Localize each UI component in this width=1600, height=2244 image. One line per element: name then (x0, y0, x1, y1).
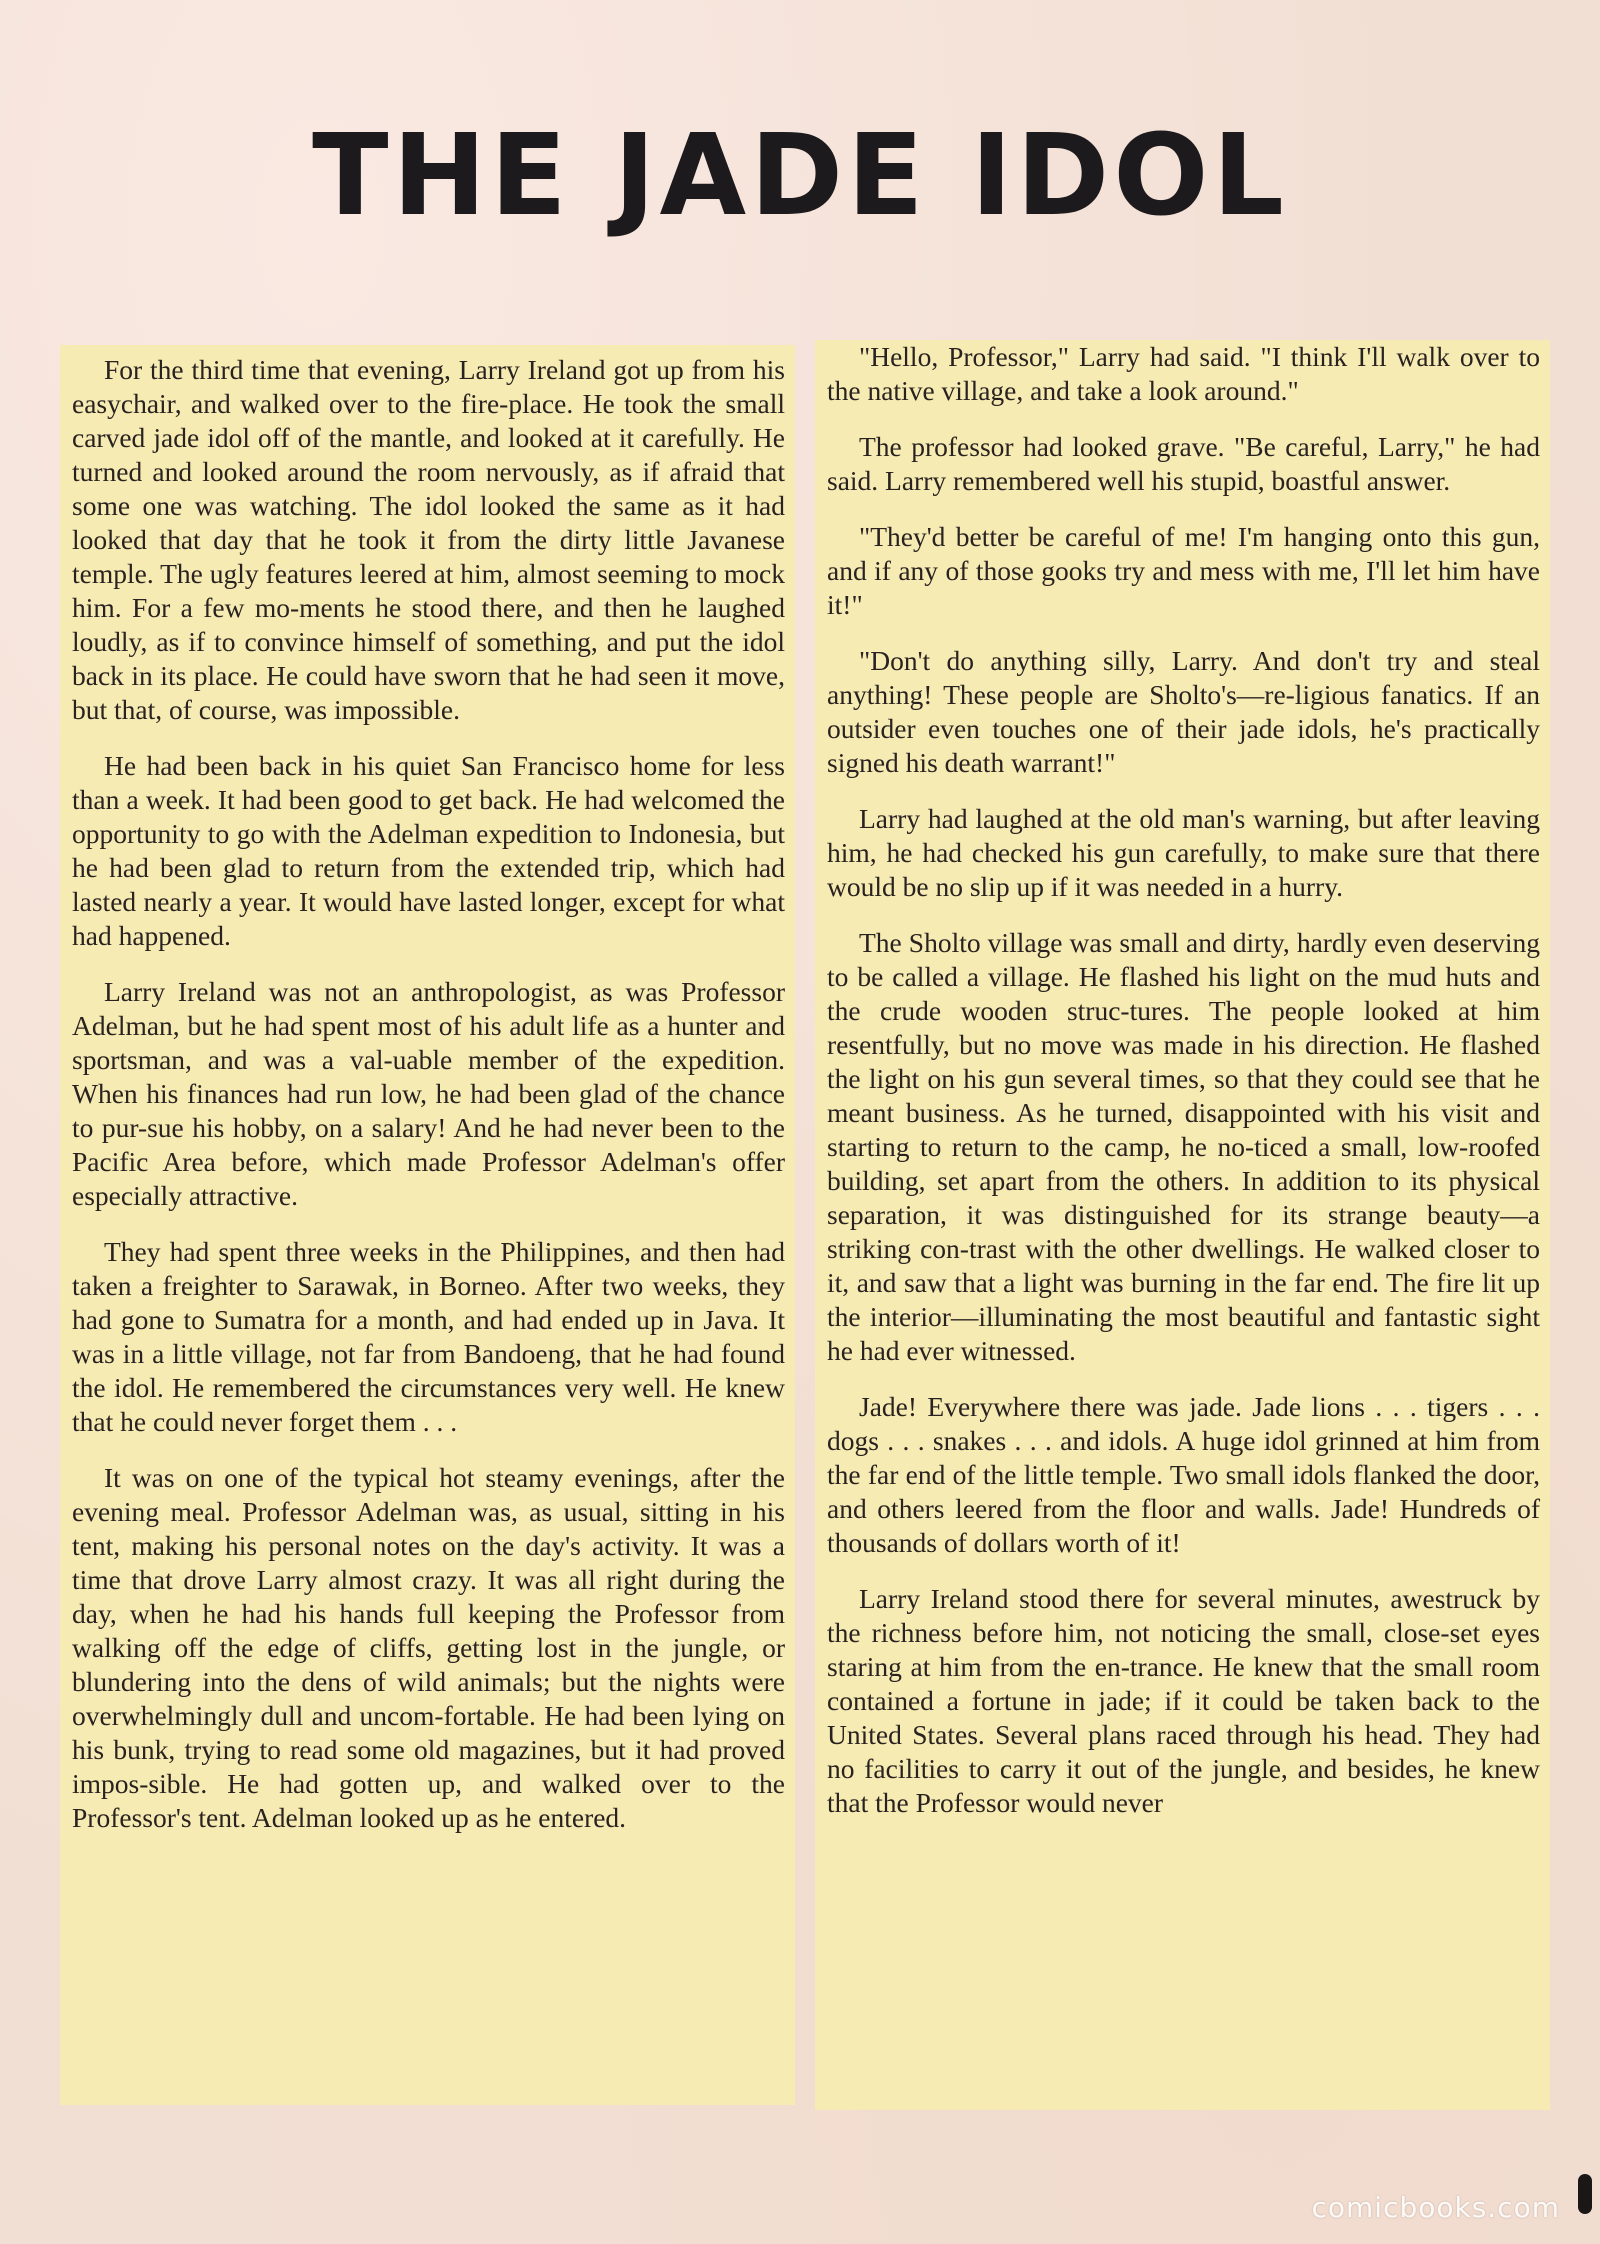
paragraph: Larry had laughed at the old man's warning, but after leaving him, he had checked his gun carefully, to make sure that there would be no slip up if it was needed in a hurry. (827, 803, 1540, 902)
paragraph: "They'd better be careful of me! I'm hanging onto this gun, and if any of those gooks try and mess with me, I'll let him have it!" (827, 521, 1540, 620)
right-column (815, 340, 1550, 2110)
paragraph: Jade! Everywhere there was jade. Jade lions . . . tigers . . . dogs . . . snakes . . . and idols. A huge idol grinned at him from the far end of the little temple. Two small idols flanked the door, and others leered from the floor and walls. Jade! Hundreds of thousands of dollars worth of it! (827, 1391, 1540, 1558)
paragraph: "Don't do anything silly, Larry. And don't try and steal anything! These people are Sholto's—re-ligious fanatics. If an outsider even touches one of their jade idols, he's practically signed his death warrant!" (827, 645, 1540, 778)
paragraph: It was on one of the typical hot steamy evenings, after the evening meal. Professor Adelman was, as usual, sitting in his tent, making his personal notes on the day's activity. It was a time that drove Larry almost crazy. It was all right during the day, when he had his hands full keeping the Professor from walking off the edge of cliffs, getting lost in the jungle, or blundering into the dens of wild animals; but the nights were overwhelmingly dull and uncom-fortable. He had been lying on his bunk, trying to read some old magazines, but it had proved impos-sible. He had gotten up, and walked over to the Professor's tent. Adelman looked up as he entered. (72, 1462, 785, 1833)
paragraph: The Sholto village was small and dirty, hardly even deserving to be called a village. He flashed his light on the mud huts and the crude wooden struc-tures. The people looked at him resentfully, but no move was made in his direction. He flashed the light on his gun several times, so that they could see that he meant business. As he turned, disappointed with his visit and starting to return to the camp, he no-ticed a small, low-roofed building, set apart from the others. In addition to its physical separation, it was distinguished for its strange beauty—a striking con-trast with the other dwellings. He walked closer to it, and saw that a light was burning in the far end. The fire lit up the interior—illuminating the most beautiful and fantastic sight he had ever witnessed. (827, 927, 1540, 1366)
paragraph: For the third time that evening, Larry Ireland got up from his easychair, and walked over to the fire-place. He took the small carved jade idol off of the mantle, and looked at it carefully. He turned and looked around the room nervously, as if afraid that some one was watching. The idol looked the same as it had looked that day that he took it from the dirty little Javanese temple. The ugly features leered at him, almost seeming to mock him. For a few mo-ments he stood there, and then he laughed loudly, as if to convince himself of something, and put the idol back in its place. He could have sworn that he had seen it move, but that, of course, was impossible. (72, 354, 785, 725)
paragraph: He had been back in his quiet San Francisco home for less than a week. It had been good to get back. He had welcomed the opportunity to go with the Adelman expedition to Indonesia, but he had been glad to return from the extended trip, which had lasted nearly a year. It would have lasted longer, except for what had happened. (72, 750, 785, 951)
story-title: THE JADE IDOL (312, 111, 1288, 241)
paragraph: They had spent three weeks in the Philippines, and then had taken a freighter to Sarawak, in Borneo. After two weeks, they had gone to Sumatra for a month, and had ended up in Java. It was in a little village, not far from Bandoeng, that he had found the idol. He remembered the circumstances very well. He knew that he could never forget them . . . (72, 1236, 785, 1437)
paragraph: The professor had looked grave. "Be careful, Larry," he had said. Larry remembered well his stupid, boastful answer. (827, 431, 1540, 496)
paragraph: "Hello, Professor," Larry had said. "I think I'll walk over to the native village, and take a look around." (827, 341, 1540, 406)
page-edge-mark (1578, 2174, 1592, 2214)
paragraph: Larry Ireland stood there for several minutes, awestruck by the richness before him, not noticing the small, close-set eyes staring at him from the en-trance. He knew that the small room contained a fortune in jade; if it could be taken back to the United States. Several plans raced through his head. They had no facilities to carry it out of the jungle, and besides, he knew that the Professor would never (827, 1583, 1540, 1818)
watermark: comicbooks.com (1311, 2191, 1560, 2224)
paragraph: Larry Ireland was not an anthropologist, as was Professor Adelman, but he had spent most of his adult life as a hunter and sportsman, and was a val-uable member of the expedition. When his finances had run low, he had been glad of the chance to pur-sue his hobby, on a salary! And he had never been to the Pacific Area before, which made Professor Adelman's offer especially attractive. (72, 976, 785, 1211)
left-column (60, 345, 795, 2105)
